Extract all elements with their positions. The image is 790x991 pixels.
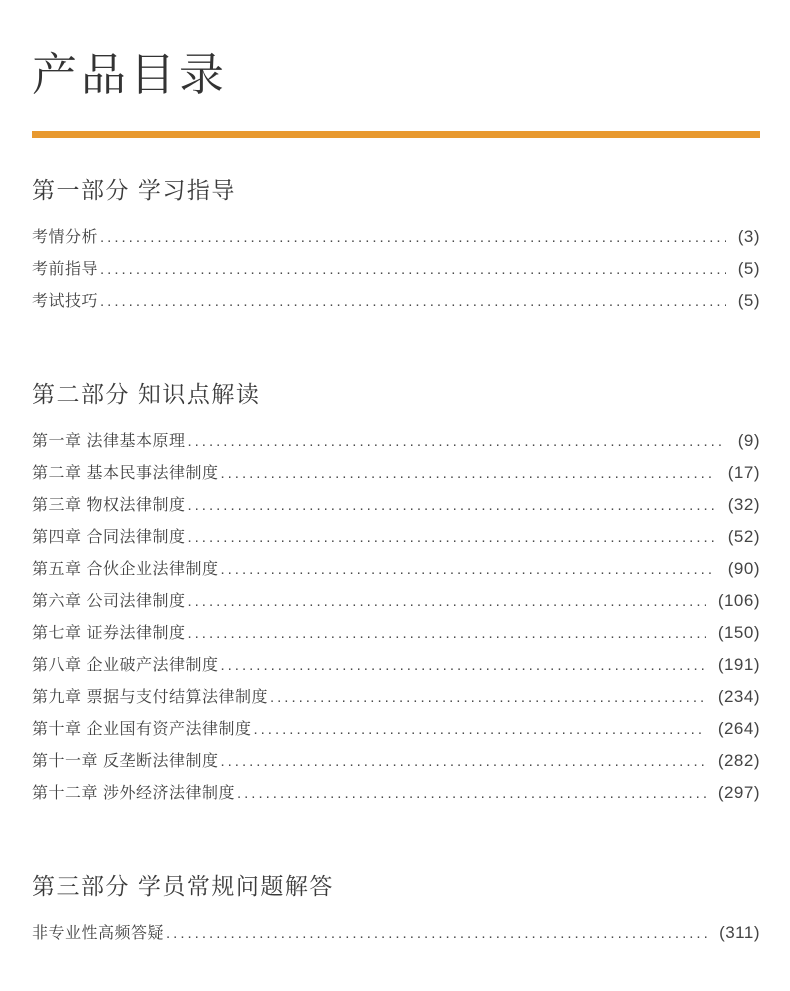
entry-list <box>32 920 760 952</box>
toc-entry-label: 第十章 企业国有资产法律制度 <box>32 721 252 738</box>
dot-leader <box>220 465 715 482</box>
dot-leader <box>220 561 715 578</box>
page-number: (282) <box>717 751 760 770</box>
page-number: (297) <box>717 783 760 802</box>
dot-leader <box>270 689 706 706</box>
section-heading: 第一部分 学习指导 <box>32 177 236 203</box>
accent-divider <box>32 131 760 138</box>
dot-leader <box>237 785 706 802</box>
page-number: (9) <box>737 431 760 450</box>
page-number: (191) <box>717 655 760 674</box>
toc-entry-label: 第五章 合伙企业法律制度 <box>32 561 219 578</box>
toc-entry-label: 第十二章 涉外经济法律制度 <box>32 785 235 802</box>
dot-leader <box>220 657 705 674</box>
toc-row <box>32 224 760 256</box>
section-knowledge-points <box>32 382 760 812</box>
page-number: (17) <box>727 463 760 482</box>
toc-entry-label: 第十一章 反垄断法律制度 <box>32 753 219 770</box>
toc-entry-label: 第六章 公司法律制度 <box>32 593 186 610</box>
page-number: (5) <box>737 291 760 310</box>
toc-row <box>32 556 760 588</box>
dot-leader <box>100 261 726 278</box>
dot-leader <box>166 925 707 942</box>
toc-row <box>32 256 760 288</box>
toc-entry-label: 第一章 法律基本原理 <box>32 433 186 450</box>
toc-row <box>32 588 760 620</box>
toc-row <box>32 920 760 952</box>
page-number: (234) <box>717 687 760 706</box>
toc-entry-label: 考试技巧 <box>32 293 99 310</box>
toc-entry-label: 第九章 票据与支付结算法律制度 <box>32 689 268 706</box>
dot-leader <box>220 753 705 770</box>
page-title: 产品目录 <box>32 49 229 100</box>
page-number: (32) <box>727 495 760 514</box>
toc-entry-label: 第八章 企业破产法律制度 <box>32 657 219 674</box>
toc-row <box>32 524 760 556</box>
section-heading: 第二部分 知识点解读 <box>32 381 261 407</box>
toc-entry-label: 第四章 合同法律制度 <box>32 529 186 546</box>
toc-row <box>32 716 760 748</box>
entry-list <box>32 428 760 812</box>
page-number: (150) <box>717 623 760 642</box>
toc-entry-label: 非专业性高频答疑 <box>32 925 165 942</box>
dot-leader <box>187 625 705 642</box>
toc-entry-label: 考前指导 <box>32 261 99 278</box>
page-number: (3) <box>737 227 760 246</box>
toc-row <box>32 428 760 460</box>
page-number: (52) <box>727 527 760 546</box>
section-faq <box>32 874 760 952</box>
section-study-guide <box>32 178 760 320</box>
toc-row <box>32 748 760 780</box>
toc-row <box>32 492 760 524</box>
dot-leader <box>187 433 725 450</box>
toc-row <box>32 460 760 492</box>
toc-row <box>32 684 760 716</box>
dot-leader <box>187 529 715 546</box>
toc-entry-label: 第二章 基本民事法律制度 <box>32 465 219 482</box>
page-number: (311) <box>719 923 760 942</box>
toc-entry-label: 考情分析 <box>32 229 99 246</box>
page-number: (106) <box>717 591 760 610</box>
dot-leader <box>187 593 705 610</box>
section-heading: 第三部分 学员常规问题解答 <box>32 873 334 899</box>
entry-list <box>32 224 760 320</box>
dot-leader <box>253 721 705 738</box>
toc-row <box>32 780 760 812</box>
dot-leader <box>187 497 715 514</box>
dot-leader <box>100 229 726 246</box>
toc-row <box>32 620 760 652</box>
page-number: (90) <box>727 559 760 578</box>
toc-entry-label: 第三章 物权法律制度 <box>32 497 186 514</box>
page-number: (5) <box>737 259 760 278</box>
dot-leader <box>100 293 726 310</box>
toc-row <box>32 288 760 320</box>
page-number: (264) <box>717 719 760 738</box>
toc-row <box>32 652 760 684</box>
toc-entry-label: 第七章 证券法律制度 <box>32 625 186 642</box>
